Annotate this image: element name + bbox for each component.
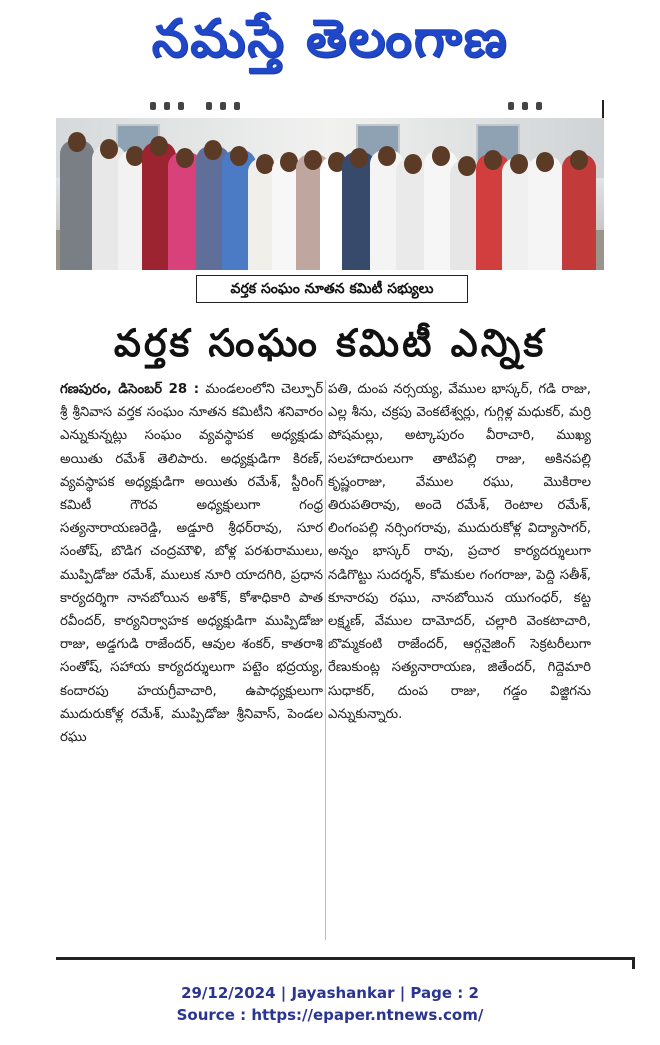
article-column-right: [328, 378, 591, 940]
footer-source: Source : https://epaper.ntnews.com/: [176, 1006, 484, 1024]
photo-caption: వర్తక సంఘం నూతన కమిటీ సభ్యులు: [196, 275, 468, 303]
column-divider: [325, 380, 326, 940]
article-text-right: పతి, దుంప నర్సయ్య, వేముల భాస్కర్, గడి రాజు, ఎల్ల శీను, చక్రపు వెంకటేశ్వర్లు, గుగ్గిళ్ల మధుకర్, మర్రి పోషమల్లు, అట్కాపురం వీరాచారి, ముఖ్య సలహాదారులుగా తాటిపల్లి రాజు, అకినపల్లి కృష్ణంరాజు, వేముల రఘు, మొకిరాల తిరుపతిరావు, అందె రమేశ్, రెంటాల రమేశ్, లింగంపల్లి నర్సింగరావు, ముదురుకోళ్ల విద్యాసాగర్, అన్నం భాస్కర్ రావు, ప్రచార కార్యదర్శులుగా నడిగొట్టు సుదర్శన్, కోమకుల గంగరాజు, పెద్ది సతీశ్, కూనారపు రఘు, నానబోయిన యుగంధర్, కట్ట లక్ష్మణ్, వేముల దామోదర్, చల్లారి వెంకటాచారి, బొమ్మకంటి రాజేందర్, ఆర్గనైజింగ్ సెక్రటరీలుగా రేణుకుంట్ల సత్యనారాయణ, జితేందర్, గిద్దెమారి సుధాకర్, దుంప రాజు, గడ్డం విజ్జిగను ఎన్నుకున్నారు.: [328, 382, 591, 722]
newspaper-title: నమస్తే తెలంగాణ: [151, 9, 509, 69]
article-text-left: మండలంలోని చెల్పూర్ శ్రీ శ్రీనివాస వర్తక సంఘం నూతన కమిటీని శనివారం ఎన్నుకున్నట్లు సంఘం వ్యవస్థాపక అధ్యక్షుడు అయితు రమేశ్ తెలిపారు. అధ్యక్షుడిగా కిరణ్, వ్యవస్థాపక అధ్యక్షుడిగా అయితు రమేశ్, స్టీరింగ్ కమిటీ గౌరవ అధ్యక్షులుగా గంధ్ర సత్యనారాయణరెడ్డి, అడ్డూరి శ్రీధర్‌రావు, సూర సంతోష్, బొడిగ చంద్రమౌళి, బోళ్ల పరశురాములు, ముప్పిడోజు రమేశ్, ములుక నూరి యాదగిరి, ప్రధాన కార్యదర్శిగా నానబోయిన అశోక్, కోశాధికారి పాత రవీందర్, కార్యనిర్వాహక అధ్యక్షుడిగా ముప్పిడోజు రాజు, అడ్డగుడి రాజేందర్, ఆవుల శంకర్, కాతరాశి సంతోష్, సహాయ కార్యదర్శులుగా పట్టెం భద్రయ్య, కందారపు హయగ్రీవాచారి, ఉపాధ్యక్షులుగా ముదురుకోళ్ల రమేశ్, ముప్పిడోజు శ్రీనివాస్, పెండల రఘు: [60, 382, 323, 746]
article-column-left: [60, 378, 323, 940]
bottom-rule: [56, 957, 634, 960]
article-headline: వర్తక సంఘం కమిటీ ఎన్నిక: [113, 321, 547, 365]
group-photo: [56, 118, 604, 270]
dateline: గణపురం, డిసెంబర్ 28 :: [60, 382, 200, 397]
masthead: [0, 0, 660, 82]
footer-date-page: 29/12/2024 | Jayashankar | Page : 2: [181, 984, 479, 1002]
news-clipping: [56, 100, 604, 945]
previous-article-cut-edge: [56, 100, 604, 118]
